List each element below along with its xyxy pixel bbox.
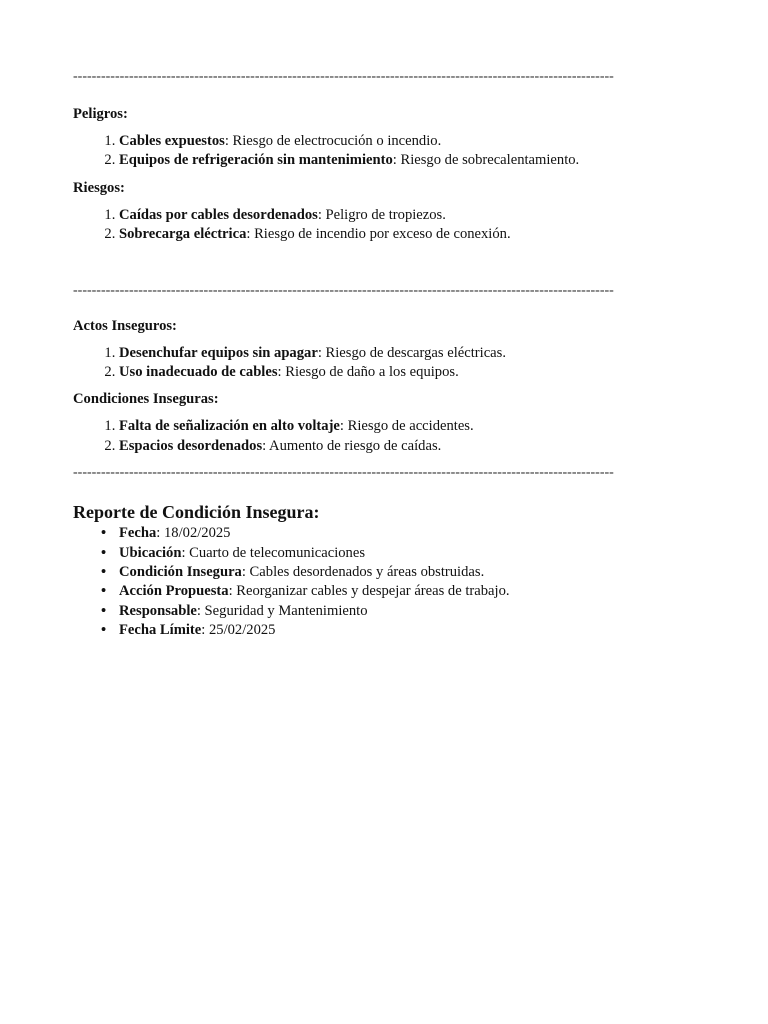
report-item-label: Acción Propuesta bbox=[119, 583, 229, 600]
section-heading-condiciones-inseguras: Condiciones Inseguras: bbox=[73, 391, 219, 408]
item-text: : Riesgo de daño a los equipos. bbox=[277, 364, 459, 381]
list-item bbox=[119, 132, 692, 151]
report-list bbox=[73, 524, 692, 640]
list-item bbox=[119, 417, 692, 436]
report-item-value: : Seguridad y Mantenimiento bbox=[196, 602, 368, 619]
bullet-icon: • bbox=[101, 525, 107, 542]
list-item bbox=[119, 437, 692, 456]
separator-line: -------------------------------------------------------------------------------------------------------------------- bbox=[73, 282, 614, 298]
item-title: Espacios desordenados bbox=[119, 437, 263, 454]
report-item-value: : Cuarto de telecomunicaciones bbox=[181, 544, 366, 561]
section-heading-actos-inseguros: Actos Inseguros: bbox=[73, 317, 177, 334]
report-title: Reporte de Condición Insegura: bbox=[73, 502, 320, 523]
item-title: Caídas por cables desordenados bbox=[119, 206, 318, 223]
report-item bbox=[101, 544, 692, 563]
section-heading-riesgos: Riesgos: bbox=[73, 179, 125, 196]
bullet-icon: • bbox=[101, 622, 107, 639]
item-text: : Riesgo de accidentes. bbox=[339, 418, 474, 435]
item-title: Equipos de refrigeración sin mantenimiento bbox=[119, 152, 393, 169]
bullet-icon: • bbox=[101, 544, 107, 561]
report-item-value: : Reorganizar cables y despejar áreas de trabajo. bbox=[228, 583, 510, 600]
bullet-icon: • bbox=[101, 564, 107, 581]
list-item bbox=[119, 363, 692, 382]
item-text: : Riesgo de incendio por exceso de conexión. bbox=[246, 226, 511, 243]
report-item-label: Fecha bbox=[119, 525, 157, 542]
item-title: Desenchufar equipos sin apagar bbox=[119, 344, 318, 361]
report-item bbox=[101, 563, 692, 582]
item-title: Sobrecarga eléctrica bbox=[119, 226, 247, 243]
actos-inseguros-list bbox=[73, 344, 692, 383]
report-item-label: Ubicación bbox=[119, 544, 182, 561]
section-heading-peligros: Peligros: bbox=[73, 106, 128, 122]
report-item-value: : 25/02/2025 bbox=[201, 622, 276, 639]
report-item bbox=[101, 602, 692, 621]
report-item-label: Fecha Límite bbox=[119, 622, 202, 639]
item-text: : Riesgo de sobrecalentamiento. bbox=[392, 152, 580, 169]
peligros-list bbox=[73, 132, 692, 171]
separator-line: -------------------------------------------------------------------------------------------------------------------- bbox=[73, 465, 614, 481]
item-title: Uso inadecuado de cables bbox=[119, 364, 278, 381]
riesgos-list bbox=[73, 206, 692, 245]
bullet-icon: • bbox=[101, 583, 107, 600]
report-item bbox=[101, 621, 692, 640]
report-item-label: Condición Insegura bbox=[119, 564, 242, 581]
report-item-value: : Cables desordenados y áreas obstruidas. bbox=[241, 564, 485, 581]
item-text: : Riesgo de electrocución o incendio. bbox=[224, 133, 442, 149]
condiciones-inseguras-list bbox=[73, 417, 692, 456]
list-item bbox=[119, 344, 692, 363]
item-text: : Aumento de riesgo de caídas. bbox=[262, 437, 442, 454]
report-item bbox=[101, 524, 692, 543]
item-title: Falta de señalización en alto voltaje bbox=[119, 418, 340, 435]
item-title: Cables expuestos bbox=[119, 133, 225, 149]
item-text: : Peligro de tropiezos. bbox=[317, 206, 446, 223]
bullet-icon: • bbox=[101, 602, 107, 619]
list-item bbox=[119, 225, 692, 244]
report-item bbox=[101, 582, 692, 601]
list-item bbox=[119, 206, 692, 225]
report-item-label: Responsable bbox=[119, 602, 197, 619]
report-item-value: : 18/02/2025 bbox=[156, 525, 231, 542]
item-text: : Riesgo de descargas eléctricas. bbox=[317, 344, 506, 361]
separator-line: -------------------------------------------------------------------------------------------------------------------- bbox=[73, 69, 614, 84]
list-item bbox=[119, 151, 692, 170]
